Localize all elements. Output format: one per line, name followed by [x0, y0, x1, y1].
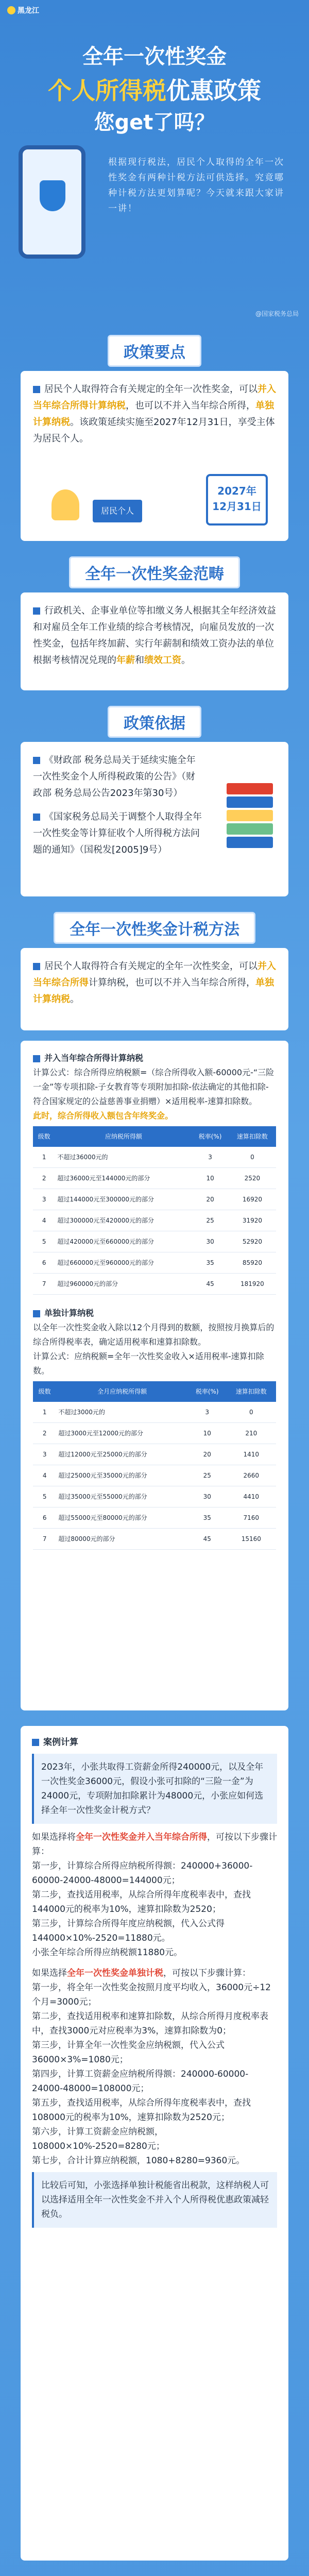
table-row [33, 1444, 276, 1465]
text-part: 居民个人取得符合有关规定的全年一次性奖金，可以 [44, 384, 258, 395]
table-cell: 45 [188, 1529, 227, 1550]
table-cell: 5 [33, 1486, 56, 1507]
case-compare: 比较后可知，小张选择单独计税能省出税款，这样纳税人可以选择适用全年一次性奖金不并入个人所得税优惠政策减轻税负。 [32, 2172, 277, 2228]
text-part: ，可按以下步骤计算： [163, 1968, 251, 1978]
basis-card [21, 742, 288, 896]
case-step: 第六步，计算工资薪金应纳税额，108000×10%-2520=8280元； [32, 2127, 165, 2151]
text-part: 《国家税务总局关于调整个人取得全年一次性奖金等计算征收个人所得税方法问题的通知》（国税发[2005]9号） [33, 811, 202, 855]
hero-highlight: 个人所得税 [48, 77, 166, 105]
scope-card [21, 592, 288, 690]
method1-title [33, 1051, 276, 1065]
text-part: 案例计算 [43, 1737, 78, 1748]
table-cell: 7 [33, 1529, 56, 1550]
table-cell: 不超过3000元的 [56, 1402, 188, 1423]
highlight-text: 单独计算纳税 [33, 977, 274, 1005]
hero-title-line2 [0, 72, 309, 106]
case-summary-a: 小张全年综合所得应纳税额11880元。 [32, 1947, 183, 1958]
case-step: 第五步，查找适用税率，从综合所得年度税率表中，查找108000元的税率为10%，速算扣除数为2520元； [32, 2098, 251, 2123]
hero-title-rest: 优惠政策 [166, 77, 261, 105]
table-header: 税率(%) [188, 1381, 227, 1402]
table-cell: 超过55000元至80000元的部分 [56, 1507, 188, 1529]
table-cell: 3 [192, 1147, 228, 1168]
table-cell: 3 [188, 1402, 227, 1423]
text-part: 如果选择 [32, 1968, 67, 1978]
table-cell: 3 [33, 1189, 55, 1210]
table-cell: 2 [33, 1423, 56, 1444]
book-shape [227, 810, 273, 821]
case-step: 第四步，计算工资薪金应纳税所得额：240000-60000-24000-48000=108000元； [32, 2069, 249, 2094]
table-cell: 30 [192, 1231, 228, 1252]
table-cell: 1 [33, 1147, 55, 1168]
table-cell: 7 [33, 1274, 55, 1295]
method2-desc: 以全年一次性奖金收入除以12个月得到的数额，按照按月换算后的综合所得税率表，确定适用税率和速算扣除数。 [33, 1323, 274, 1347]
hero-title-line1: 全年一次性奖金 [82, 45, 227, 69]
bullet-icon [33, 814, 40, 821]
hero-intro: 根据现行税法，居民个人取得的全年一次性奖金有两种计税方法可供选择。究竟哪种计税方法更划算呢？今天就来跟大家讲一讲！ [108, 157, 284, 214]
table-row [33, 1465, 276, 1486]
table-cell: 超过35000元至55000元的部分 [56, 1486, 188, 1507]
table-header-row [33, 1126, 276, 1147]
book-shape [227, 837, 273, 848]
table-header: 速算扣除数 [227, 1381, 276, 1402]
text-part: ，也可以不并入当年综合所得， [126, 400, 255, 411]
table-cell: 2 [33, 1168, 55, 1189]
table-cell: 2660 [227, 1465, 276, 1486]
table-cell: 181920 [229, 1274, 276, 1295]
text-part: ，可按以下步骤计算： [32, 1832, 277, 1857]
method2-title [33, 1306, 276, 1320]
method1-note: 此时，综合所得收入额包含年终奖金。 [33, 1111, 174, 1121]
table-cell: 4 [33, 1210, 55, 1231]
table-cell: 4 [33, 1465, 56, 1486]
source-label: @国家税务总局 [255, 310, 299, 317]
table-row [33, 1147, 276, 1168]
table-cell: 1410 [227, 1444, 276, 1465]
highlight-text: 年薪 [116, 655, 135, 666]
table-cell: 超过960000元的部分 [55, 1274, 192, 1295]
book-shape [227, 796, 273, 808]
case-step: 第二步，查找适用税率，从综合所得年度税率表中，查找144000元的税率为10%，速算扣除数为2520； [32, 1890, 251, 1914]
annual-tax-table [33, 1126, 276, 1295]
table-cell: 210 [227, 1423, 276, 1444]
text-part: 《财政部 税务总局关于延续实施全年一次性奖金个人所得税政策的公告》（财政部 税务总局公告2023年第30号） [33, 755, 196, 799]
resident-tag: 居民个人 [93, 500, 142, 522]
table-cell: 3 [33, 1444, 56, 1465]
case-step: 第七步，合计计算应纳税额，1080+8280=9360元。 [32, 2156, 245, 2166]
table-cell: 6 [33, 1507, 56, 1529]
logo-text: 黑龙江 [18, 7, 39, 15]
table-cell: 35 [192, 1252, 228, 1274]
table-cell: 6 [33, 1252, 55, 1274]
table-cell: 超过300000元至420000元的部分 [55, 1210, 192, 1231]
highlight-text: 全年一次性奖金并入当年综合所得 [76, 1832, 207, 1842]
table-header-row [33, 1381, 276, 1402]
table-cell: 超过36000元至144000元的部分 [55, 1168, 192, 1189]
table-cell: 超过12000元至25000元的部分 [56, 1444, 188, 1465]
text-part: 并入当年综合所得计算纳税 [44, 1053, 144, 1063]
person-icon [52, 489, 79, 520]
case-step: 第三步，计算综合所得年度应纳税额，代入公式得144000×10%-2520=11880元。 [32, 1919, 225, 1943]
calendar-date: 12月31日 [212, 500, 262, 513]
case-step: 第一步，将全年一次性奖金按照月度平均收入，36000元÷12个月=3000元； [32, 1982, 271, 2007]
method-detail-card [21, 1041, 288, 1710]
highlight-text: 全年一次性奖金单独计税 [67, 1968, 163, 1978]
table-header: 级数 [33, 1381, 56, 1402]
table-row [33, 1168, 276, 1189]
logo [7, 5, 39, 15]
policy-points-card [21, 371, 288, 541]
bullet-icon [32, 1739, 39, 1746]
highlight-text: 并入当年综合所得计算纳税 [33, 384, 276, 411]
section-heading-basis: 政策依据 [108, 706, 201, 738]
table-header: 税率(%) [192, 1126, 228, 1147]
table-row [33, 1210, 276, 1231]
table-row [33, 1189, 276, 1210]
table-row [33, 1274, 276, 1295]
shield-icon [40, 180, 65, 211]
basis-doc-2 [33, 809, 203, 858]
calendar-icon [206, 474, 268, 526]
case-card [21, 1726, 288, 2561]
table-cell: 25 [192, 1210, 228, 1231]
table-cell: 不超过36000元的 [55, 1147, 192, 1168]
table-cell: 1 [33, 1402, 56, 1423]
section-heading-policy-points: 政策要点 [108, 335, 201, 367]
case-step: 第二步，查找适用税率和速算扣除数，从综合所得月度税率表中，查找3000元对应税率为3%，速算扣除数为0； [32, 2011, 268, 2036]
text-part: 。 [181, 655, 191, 666]
table-cell: 4410 [227, 1486, 276, 1507]
table-cell: 15160 [227, 1529, 276, 1550]
method-intro-card [21, 948, 288, 1030]
scope-text [33, 603, 276, 669]
table-cell: 10 [188, 1423, 227, 1444]
table-row [33, 1529, 276, 1550]
table-cell: 超过80000元的部分 [56, 1529, 188, 1550]
text-part: 计算纳税，也可以不并入当年综合所得， [89, 977, 255, 988]
bullet-icon [33, 386, 40, 393]
table-cell: 16920 [229, 1189, 276, 1210]
table-row [33, 1231, 276, 1252]
books-icon [227, 783, 273, 860]
table-cell: 0 [229, 1147, 276, 1168]
case-step: 第三步，计算全年一次性奖金应纳税额，代入公式36000×3%=1080元； [32, 2040, 225, 2065]
text-part: 如果选择将 [32, 1832, 76, 1842]
book-shape [227, 823, 273, 835]
method1-formula: 计算公式：综合所得应纳税额=（综合所得收入额-60000元-“三险一金”等专项扣除-子女教育等专项附加扣除-依法确定的其他扣除-符合国家规定的公益慈善事业捐赠）×适用税率-速算扣除数。 [33, 1067, 274, 1106]
policy-points-text [33, 381, 276, 447]
text-part: 和 [135, 655, 144, 666]
case-intro: 2023年，小张共取得工资薪金所得240000元，以及全年一次性奖金36000元，假设小张可扣除的“三险一金”为24000元，专项附加扣除累计为48000元，小张应如何选择全年一次性奖金计税方式？ [32, 1754, 277, 1824]
table-cell: 52920 [229, 1231, 276, 1252]
highlight-text: 绩效工资 [144, 655, 181, 666]
table-cell: 30 [188, 1486, 227, 1507]
bullet-icon [33, 963, 40, 970]
text-part: 。 [70, 994, 79, 1005]
text-part: 居民个人取得符合有关规定的全年一次性奖金，可以 [44, 961, 258, 972]
case-step: 第一步，计算综合所得应纳税所得额：240000+36000-60000-24000-48000=144000元； [32, 1861, 253, 1886]
table-cell: 超过3000元至12000元的部分 [56, 1423, 188, 1444]
basis-doc-1 [33, 752, 203, 802]
text-part: 。该政策延续实施至2027年12月31日，享受主体为居民个人。 [33, 417, 275, 444]
hero-title-line3: 您get了吗？ [94, 111, 215, 134]
case-option-a [32, 1830, 277, 1859]
table-cell: 10 [192, 1168, 228, 1189]
table-cell: 5 [33, 1231, 55, 1252]
bullet-icon [33, 607, 40, 615]
monthly-tax-table [33, 1381, 276, 1550]
table-cell: 45 [192, 1274, 228, 1295]
table-cell: 0 [227, 1402, 276, 1423]
book-shape [227, 783, 273, 794]
bullet-icon [33, 757, 40, 764]
table-header: 速算扣除数 [229, 1126, 276, 1147]
text-part: 单独计算纳税 [44, 1308, 94, 1318]
bullet-icon [33, 1310, 40, 1317]
table-cell: 超过420000元至660000元的部分 [55, 1231, 192, 1252]
text-part: 行政机关、企事业单位等扣缴义务人根据其全年经济效益和对雇员全年工作业绩的综合考核情况，向雇员发放的一次性奖金，包括年终加薪、实行年薪制和绩效工资办法的单位根据考核情况兑现的 [33, 605, 276, 666]
table-cell: 超过25000元至35000元的部分 [56, 1465, 188, 1486]
table-cell: 超过144000元至300000元的部分 [55, 1189, 192, 1210]
table-cell: 85920 [229, 1252, 276, 1274]
table-header: 全月应纳税所得额 [56, 1381, 188, 1402]
phone-illustration [19, 145, 85, 259]
section-heading-method: 全年一次性奖金计税方法 [54, 912, 255, 944]
table-row [33, 1252, 276, 1274]
section-heading-scope: 全年一次性奖金范畴 [69, 556, 240, 588]
table-row [33, 1402, 276, 1423]
table-cell: 超过660000元至960000元的部分 [55, 1252, 192, 1274]
table-cell: 20 [188, 1444, 227, 1465]
table-header: 应纳税所得额 [55, 1126, 192, 1147]
case-title [32, 1735, 277, 1750]
logo-icon [7, 6, 15, 14]
table-row [33, 1486, 276, 1507]
table-cell: 31920 [229, 1210, 276, 1231]
highlight-text: 并入当年综合所得 [33, 961, 276, 988]
highlight-text: 单独计算纳税 [33, 400, 274, 428]
table-row [33, 1507, 276, 1529]
calendar-year: 2027年 [217, 485, 256, 497]
method-intro-text [33, 958, 276, 1008]
method2-formula: 计算公式：应纳税额=全年一次性奖金收入×适用税率-速算扣除数。 [33, 1351, 264, 1376]
table-cell: 20 [192, 1189, 228, 1210]
bullet-icon [33, 1055, 40, 1062]
table-cell: 35 [188, 1507, 227, 1529]
table-cell: 2520 [229, 1168, 276, 1189]
table-row [33, 1423, 276, 1444]
table-header: 级数 [33, 1126, 55, 1147]
case-option-b [32, 1966, 277, 1980]
table-cell: 25 [188, 1465, 227, 1486]
table-cell: 7160 [227, 1507, 276, 1529]
